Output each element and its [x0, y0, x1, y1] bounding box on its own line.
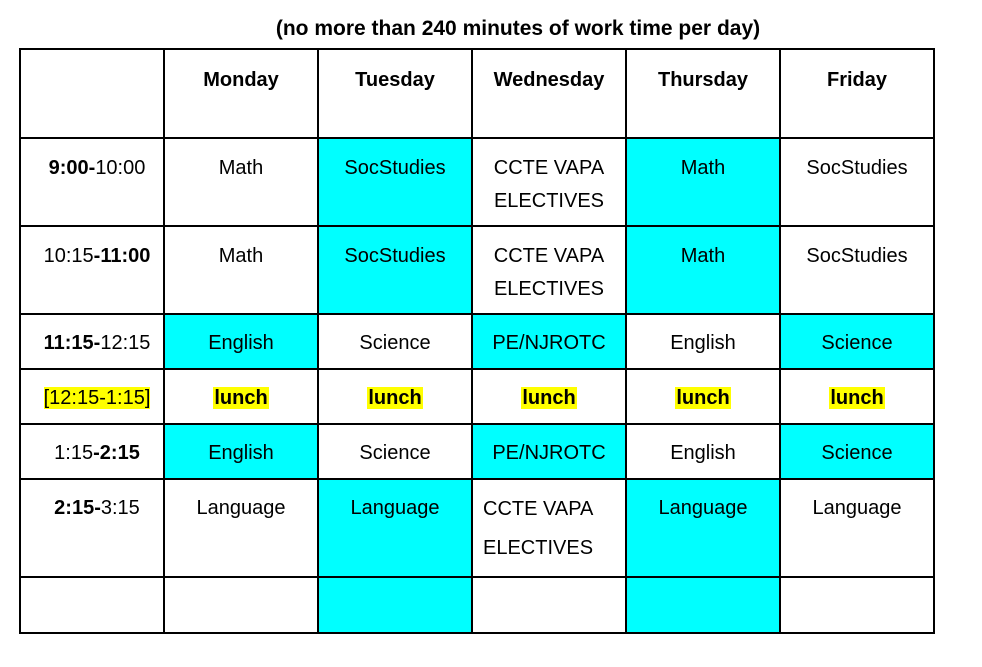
lunch-cell-friday: lunch	[780, 369, 934, 424]
day-header-monday: Monday	[164, 49, 318, 138]
class-cell-monday: Math	[164, 138, 318, 226]
empty-cell	[164, 577, 318, 633]
time-cell	[20, 369, 164, 424]
class-cell-thursday: Language	[626, 479, 780, 577]
day-header-friday: Friday	[780, 49, 934, 138]
class-cell-monday: Language	[164, 479, 318, 577]
class-cell-thursday: Math	[626, 226, 780, 314]
weekly-schedule-table	[19, 48, 935, 634]
day-header-thursday: Thursday	[626, 49, 780, 138]
class-cell-monday: Math	[164, 226, 318, 314]
lunch-cell-thursday: lunch	[626, 369, 780, 424]
corner-cell	[20, 49, 164, 138]
lunch-cell-monday: lunch	[164, 369, 318, 424]
day-header-tuesday: Tuesday	[318, 49, 472, 138]
class-cell-wednesday: CCTE VAPA ELECTIVES	[472, 479, 626, 577]
class-cell-thursday: English	[626, 424, 780, 479]
class-cell-friday: Science	[780, 314, 934, 369]
class-cell-tuesday: SocStudies	[318, 226, 472, 314]
period-row	[20, 226, 934, 314]
lunch-time-highlight: [12:15-1:15]	[43, 387, 151, 409]
class-cell-wednesday: CCTE VAPA ELECTIVES	[472, 226, 626, 314]
lunch-cell-tuesday: lunch	[318, 369, 472, 424]
class-cell-friday: Science	[780, 424, 934, 479]
empty-row	[20, 577, 934, 633]
time-cell: 2:15-3:15	[20, 479, 164, 577]
class-cell-friday: SocStudies	[780, 226, 934, 314]
schedule-note: (no more than 240 minutes of work time per day)	[275, 17, 761, 40]
lunch-row	[20, 369, 934, 424]
class-cell-monday: English	[164, 424, 318, 479]
class-cell-tuesday: Science	[318, 314, 472, 369]
time-cell: 11:15-12:15	[20, 314, 164, 369]
header-row	[20, 49, 934, 138]
class-cell-tuesday: Language	[318, 479, 472, 577]
empty-cell	[20, 577, 164, 633]
empty-cell-cyan	[626, 577, 780, 633]
class-cell-wednesday: CCTE VAPA ELECTIVES	[472, 138, 626, 226]
time-cell: 9:00-10:00	[20, 138, 164, 226]
period-row	[20, 314, 934, 369]
period-row	[20, 138, 934, 226]
class-cell-thursday: English	[626, 314, 780, 369]
time-cell: 1:15-2:15	[20, 424, 164, 479]
class-cell-tuesday: SocStudies	[318, 138, 472, 226]
class-cell-tuesday: Science	[318, 424, 472, 479]
class-cell-monday: English	[164, 314, 318, 369]
class-cell-wednesday: PE/NJROTC	[472, 314, 626, 369]
empty-cell	[472, 577, 626, 633]
empty-cell	[780, 577, 934, 633]
period-row	[20, 424, 934, 479]
time-cell: 10:15-11:00	[20, 226, 164, 314]
class-cell-thursday: Math	[626, 138, 780, 226]
class-cell-friday: Language	[780, 479, 934, 577]
lunch-cell-wednesday: lunch	[472, 369, 626, 424]
period-row	[20, 479, 934, 577]
empty-cell-cyan	[318, 577, 472, 633]
class-cell-wednesday: PE/NJROTC	[472, 424, 626, 479]
class-cell-friday: SocStudies	[780, 138, 934, 226]
day-header-wednesday: Wednesday	[472, 49, 626, 138]
